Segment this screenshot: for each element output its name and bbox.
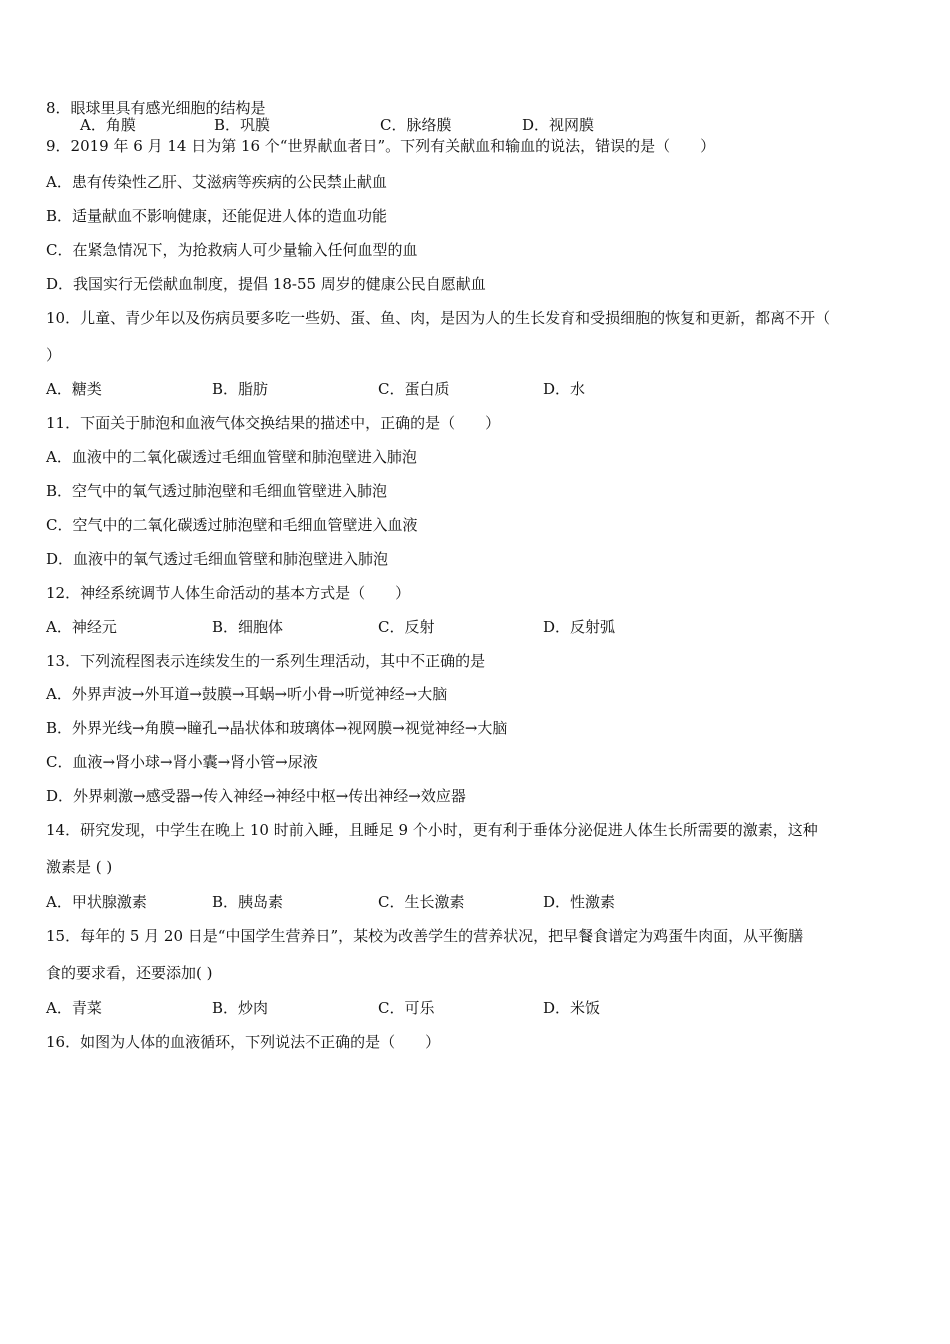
question-13-option-c: C．血液→肾小球→肾小囊→肾小管→尿液	[46, 753, 318, 771]
question-12-option-d: D．反射弧	[543, 618, 616, 636]
question-14-option-c: C．生长激素	[378, 893, 465, 911]
question-16-stem: 16．如图为人体的血液循环，下列说法不正确的是（ ）	[46, 1033, 441, 1051]
question-10-option-a: A．糖类	[46, 380, 102, 398]
question-8-option-c: C．脉络膜	[380, 116, 452, 134]
question-9-stem: 9．2019 年 6 月 14 日为第 16 个“世界献血者日”。下列有关献血和输血的说法，错误的是（ ）	[46, 137, 716, 155]
question-14-stem: 14．研究发现，中学生在晚上 10 时前入睡，且睡足 9 个小时，更有利于垂体分泌促进人体生长所需要的激素，这种	[46, 821, 818, 839]
question-11-option-d: D．血液中的氧气透过毛细血管壁和肺泡壁进入肺泡	[46, 550, 389, 568]
question-15-option-b: B．炒肉	[212, 999, 269, 1017]
question-11-option-a: A．血液中的二氧化碳透过毛细血管壁和肺泡壁进入肺泡	[46, 448, 417, 466]
question-14-option-d: D．性激素	[543, 893, 616, 911]
question-10-option-b: B．脂肪	[212, 380, 269, 398]
question-15-option-a: A．青菜	[46, 999, 102, 1017]
question-12-stem: 12．神经系统调节人体生命活动的基本方式是（ ）	[46, 584, 411, 602]
question-8-stem: 8．眼球里具有感光细胞的结构是	[46, 99, 266, 117]
question-12-option-a: A．神经元	[46, 618, 117, 636]
question-10-option-c: C．蛋白质	[378, 380, 450, 398]
question-13-option-b: B．外界光线→角膜→瞳孔→晶状体和玻璃体→视网膜→视觉神经→大脑	[46, 719, 508, 737]
question-13-stem: 13．下列流程图表示连续发生的一系列生理活动，其中不正确的是	[46, 652, 486, 670]
question-12-option-c: C．反射	[378, 618, 435, 636]
question-9-option-b: B．适量献血不影响健康，还能促进人体的造血功能	[46, 207, 388, 225]
question-11-option-c: C．空气中的二氧化碳透过肺泡壁和毛细血管壁进入血液	[46, 516, 418, 534]
question-15-stem: 15．每年的 5 月 20 日是“中国学生营养日”，某校为改善学生的营养状况，把早餐食谱定为鸡蛋牛肉面，从平衡膳	[46, 927, 804, 945]
question-10-stem: 10．儿童、青少年以及伤病员要多吃一些奶、蛋、鱼、肉，是因为人的生长发育和受损细胞的恢复和更新，都离不开（	[46, 309, 831, 327]
question-14-option-b: B．胰岛素	[212, 893, 284, 911]
question-15-stem-continued: 食的要求看，还要添加( )	[46, 964, 213, 982]
question-15-option-c: C．可乐	[378, 999, 435, 1017]
question-9-option-d: D．我国实行无偿献血制度，提倡 18-55 周岁的健康公民自愿献血	[46, 275, 486, 293]
question-8-option-d: D．视网膜	[522, 116, 595, 134]
question-11-option-b: B．空气中的氧气透过肺泡壁和毛细血管壁进入肺泡	[46, 482, 388, 500]
question-12-option-b: B．细胞体	[212, 618, 284, 636]
question-9-option-a: A．患有传染性乙肝、艾滋病等疾病的公民禁止献血	[46, 173, 387, 191]
question-13-option-a: A．外界声波→外耳道→鼓膜→耳蜗→听小骨→听觉神经→大脑	[46, 685, 448, 703]
question-14-stem-continued: 激素是 ( )	[46, 858, 113, 876]
question-15-option-d: D．米饭	[543, 999, 601, 1017]
question-10-option-d: D．水	[543, 380, 586, 398]
question-8-option-b: B．巩膜	[214, 116, 271, 134]
question-14-option-a: A．甲状腺激素	[46, 893, 147, 911]
question-13-option-d: D．外界刺激→感受器→传入神经→神经中枢→传出神经→效应器	[46, 787, 466, 805]
question-9-option-c: C．在紧急情况下，为抢救病人可少量输入任何血型的血	[46, 241, 418, 259]
question-10-stem-continued: ）	[46, 346, 62, 364]
question-8-option-a: A．角膜	[80, 116, 136, 134]
question-11-stem: 11．下面关于肺泡和血液气体交换结果的描述中，正确的是（ ）	[46, 414, 501, 432]
